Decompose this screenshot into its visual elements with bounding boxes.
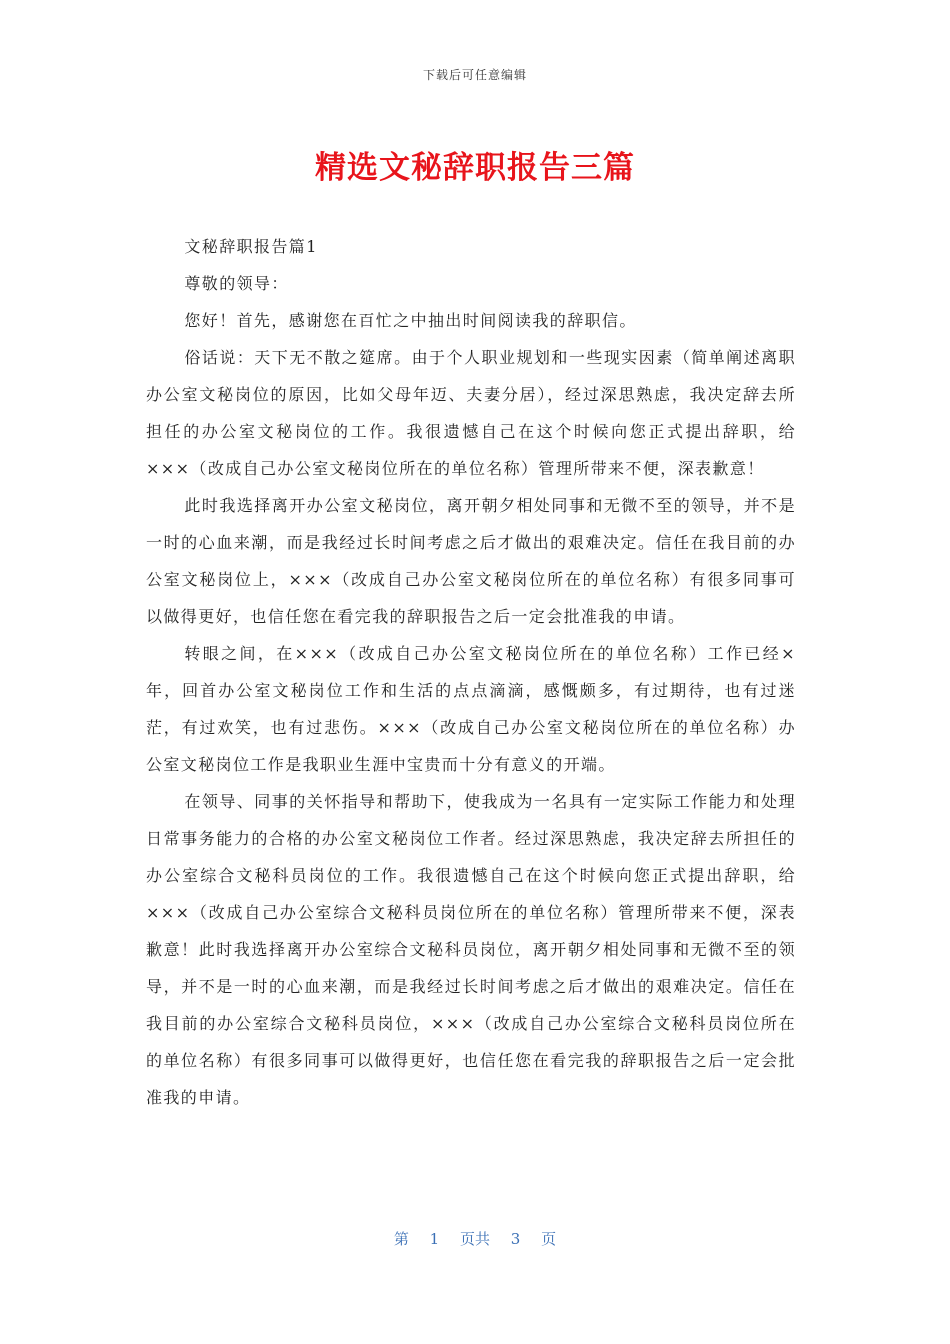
- footer-suffix: 页: [541, 1230, 557, 1248]
- salutation: 尊敬的领导：: [184, 274, 289, 293]
- body-paragraph: 您好！首先，感谢您在百忙之中抽出时间阅读我的辞职信。: [184, 311, 637, 330]
- page-footer: [0, 1228, 950, 1249]
- document-title: 精选文秘辞职报告三篇: [315, 150, 635, 186]
- body-paragraph: 在领导、同事的关怀指导和帮助下，使我成为一名具有一定实际工作能力和处理日常事务能力的合格的办公室文秘岗位工作者。经过深思熟虑，我决定辞去所担任的办公室综合文秘科员岗位的工作。我很遗憾自己在这个时候向您正式提出辞职，给×××（改成自己办公室综合文秘科员岗位所在的单位名称）管理所带来不便，深表歉意！此时我选择离开办公室综合文秘科员岗位，离开朝夕相处同事和无微不至的领导，并不是一时的心血来潮，而是我经过长时间考虑之后才做出的艰难决定。信任在我目前的办公室综合文秘科员岗位，×××（改成自己办公室综合文秘科员岗位所在的单位名称）有很多同事可以做得更好，也信任您在看完我的辞职报告之后一定会批准我的申请。: [146, 792, 796, 1107]
- footer-middle: 页共: [459, 1230, 490, 1248]
- header-note: 下载后可任意编辑: [422, 68, 527, 82]
- document-body: [146, 228, 796, 1116]
- section-heading: 文秘辞职报告篇1: [184, 237, 318, 256]
- footer-total-pages: 3: [510, 1230, 521, 1248]
- body-paragraph: 俗话说：天下无不散之筵席。由于个人职业规划和一些现实因素（简单阐述离职办公室文秘岗位的原因，比如父母年迈、夫妻分居），经过深思熟虑，我决定辞去所担任的办公室文秘岗位的工作。我很遗憾自己在这个时候向您正式提出辞职，给×××（改成自己办公室文秘岗位所在的单位名称）管理所带来不便，深表歉意！: [146, 348, 796, 478]
- body-paragraph: 转眼之间，在×××（改成自己办公室文秘岗位所在的单位名称）工作已经×年，回首办公室文秘岗位工作和生活的点点滴滴，感慨颇多，有过期待，也有过迷茫，有过欢笑，也有过悲伤。×××（改成自己办公室文秘岗位所在的单位名称）办公室文秘岗位工作是我职业生涯中宝贵而十分有意义的开端。: [146, 644, 796, 774]
- footer-prefix: 第: [393, 1230, 409, 1248]
- body-paragraph: 此时我选择离开办公室文秘岗位，离开朝夕相处同事和无微不至的领导，并不是一时的心血来潮，而是我经过长时间考虑之后才做出的艰难决定。信任在我目前的办公室文秘岗位上，×××（改成自己办公室文秘岗位所在的单位名称）有很多同事可以做得更好，也信任您在看完我的辞职报告之后一定会批准我的申请。: [146, 496, 796, 626]
- footer-page-number: 1: [429, 1230, 440, 1248]
